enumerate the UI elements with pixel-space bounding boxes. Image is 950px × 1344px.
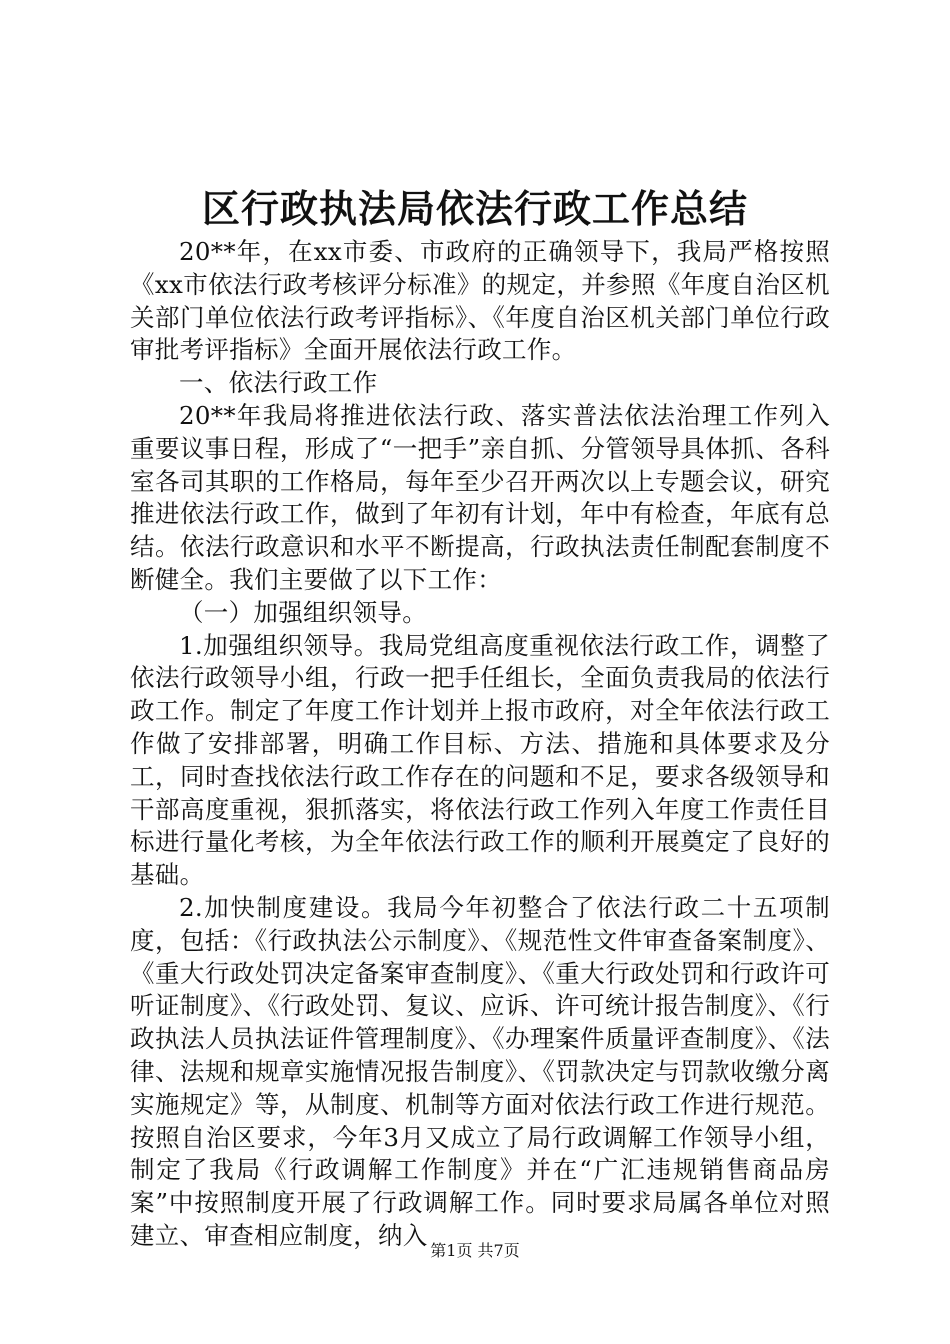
page-number-footer: 第1页 共7页 — [430, 1241, 520, 1260]
item-2-paragraph: 2.加快制度建设。我局今年初整合了依法行政二十五项制度，包括：《行政执法公示制度》、《规范性文件审查备案制度》、《重大行政处罚决定备案审查制度》、《重大行政处罚和行政许可听证制度》、《行政处罚、复议、应诉、许可统计报告制度》、《行政执法人员执法证件管理制度》、《办理案件质量评查制度》、《法律、法规和规章实施情况报告制度》、《罚款决定与罚款收缴分离实施规定》等，从制度、机制等方面对依法行政工作进行规范。按照自治区要求，今年3月又成立了局行政调解工作领导小组，制定了我局《行政调解工作制度》并在“广汇违规销售商品房案”中按照制度开展了行政调解工作。同时要求局属各单位对照建立、审查相应制度，纳入 — [130, 892, 831, 1250]
subsection-heading-1: （一）加强组织领导。 — [179, 597, 427, 627]
intro-paragraph: 20**年，在xx市委、市政府的正确领导下，我局严格按照《xx市依法行政考核评分标准》的规定，并参照《年度自治区机关部门单位依法行政考评指标》、《年度自治区机关部门单位行政审批考评指标》全面开展依法行政工作。 — [130, 237, 830, 365]
item-1-paragraph: 1.加强组织领导。我局党组高度重视依法行政工作，调整了依法行政领导小组，行政一把手任组长，全面负责我局的依法行政工作。制定了年度工作计划并上报市政府，对全年依法行政工作做了安排部署，明确工作目标、方法、措施和具体要求及分工，同时查找依法行政工作存在的问题和不足，要求各级领导和干部高度重视，狠抓落实，将依法行政工作列入年度工作责任目标进行量化考核，为全年依法行政工作的顺利开展奠定了良好的基础。 — [130, 630, 830, 890]
section-1-paragraph: 20**年我局将推进依法行政、落实普法依法治理工作列入重要议事日程，形成了“一把手”亲自抓、分管领导具体抓、各科室各司其职的工作格局，每年至少召开两次以上专题会议，研究推进依法行政工作，做到了年初有计划，年中有检查，年底有总结。依法行政意识和水平不断提高，行政执法责任制配套制度不断健全。我们主要做了以下工作： — [130, 400, 830, 594]
document-body — [130, 236, 830, 1253]
document-title: 区行政执法局依法行政工作总结 — [201, 186, 748, 231]
section-heading-1: 一、依法行政工作 — [179, 368, 378, 398]
